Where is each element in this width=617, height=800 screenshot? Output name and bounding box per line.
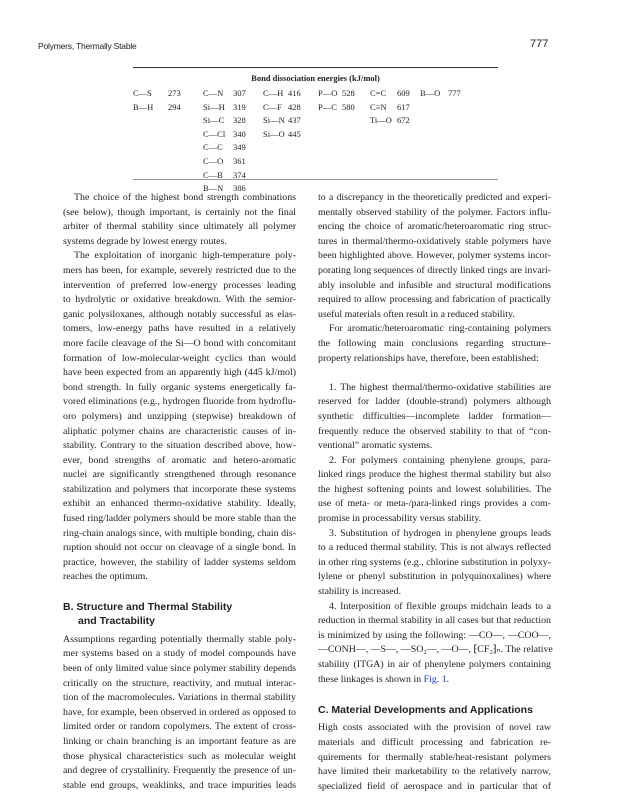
text-line: the highest softening points and lowest solubilities. The	[318, 483, 551, 495]
text-line: use of meta- or meta-/para-linked rings provides a com-	[318, 498, 551, 510]
text-line: quirements for thermally stable/heat-resistant polymers	[318, 751, 551, 763]
figure-link[interactable]: Fig. 1	[423, 673, 447, 685]
bond-energy-value: 617	[397, 101, 410, 112]
text-line: fused ring/ladder polymers should be more stable than the	[63, 513, 296, 525]
bond-label: C—N	[203, 88, 224, 98]
text-line: lylene or phenyl substitution in polyquinoxalines) where	[318, 571, 551, 583]
left-column	[63, 191, 296, 793]
bond-label: P—O	[318, 88, 338, 98]
text-line: arbiter of thermal stability since ultimately all polymer	[63, 221, 296, 233]
bond-label: Si—C	[203, 115, 225, 126]
text-line: reserved for ladder (double-strand) polymers although	[318, 396, 551, 408]
text-line: 1. The highest thermal/thermo-oxidative stabilities are	[329, 381, 551, 393]
text-line: reaches the optimum.	[63, 571, 148, 583]
text-line: porating long sequences of directly linked rings are invari-	[318, 264, 551, 276]
text-line: to a discrepancy in the theoretically predicted and experi-	[318, 192, 551, 203]
text-line: nuclei are significantly strengthened through resonance	[63, 469, 296, 481]
text-line: been of only limited value since polymer stability depends	[63, 663, 296, 674]
bond-energy-table	[133, 67, 498, 194]
right-column	[318, 191, 551, 794]
text-line: vored eliminations (e.g., hydrogen fluoride from hydroflu-	[63, 396, 296, 408]
text-line: reduction in thermal stability in all cases but that reduction	[318, 615, 551, 627]
bond-energy-value: 273	[168, 88, 181, 98]
text-line: those physical characteristics such as molecular weight	[63, 750, 296, 762]
text-line: been highlighted above. However, polymer systems incor-	[318, 250, 551, 262]
text-line: 3. Substitution of hydrogen in phenylene groups leads	[329, 527, 551, 539]
bond-label: C—C	[203, 142, 223, 153]
bond-energy-value: 777	[448, 88, 461, 98]
text-line: have been expected from an apparently high (445 kJ/mol)	[63, 367, 296, 379]
text-line: in other ring systems (e.g., chlorine substitution in polyxy-	[318, 556, 551, 568]
bond-label: Si—H	[203, 101, 225, 112]
text-line: stability. Contrary to the situation described above, how-	[63, 440, 296, 452]
text-line: critically on the structure, reactivity, and mutual interac-	[63, 677, 296, 689]
text-line: encing the choice of aromatic/heteroaromatic ring struc-	[318, 221, 551, 233]
text-line: tomers, low-energy paths have resulted in a relatively	[63, 323, 296, 335]
bond-label: C—O	[203, 156, 224, 166]
text-line: to a reduced thermal stability. This is not always reflected	[318, 542, 551, 554]
text-line: aliphatic polymer chains are characteristic causes of in-	[63, 425, 296, 437]
bond-energy-value: 672	[397, 115, 410, 126]
bond-label: Si—N	[263, 115, 285, 126]
text-line: ventional” aromatic systems.	[318, 440, 433, 452]
bond-energy-value: 528	[342, 88, 355, 98]
text-line: have limited their marketability to the relatively narrow,	[318, 766, 551, 778]
text-line: intervention of preferred low-energy processes leading	[63, 279, 296, 291]
bond-label: C—S	[133, 88, 152, 98]
text-line: linked rings produce the highest thermal stability but also	[318, 469, 551, 481]
page-number: 777	[530, 38, 549, 50]
section-heading: C. Material Developments and Applications	[318, 703, 533, 716]
bond-energy-value: 294	[168, 101, 181, 112]
text-line: have, for example, been observed in ordered as opposed to	[63, 706, 296, 718]
bond-label: Si—O	[263, 128, 285, 139]
text-line: frequently reduce the observed stability to that of “con-	[318, 425, 551, 437]
bond-label: B—H	[133, 101, 154, 112]
bond-label: P—C	[318, 101, 337, 112]
bond-label: B—N	[203, 183, 224, 194]
text-line: High costs associated with the provision of novel raw	[318, 722, 551, 734]
text-line: The exploitation of inorganic high-temperature poly-	[74, 250, 296, 262]
bond-energy-value: 340	[233, 128, 246, 139]
spacer	[318, 366, 551, 381]
bond-energy-value: 445	[288, 128, 301, 139]
bond-energy-value: 307	[233, 88, 246, 98]
text-line: the following main conclusions regarding structure–	[318, 337, 551, 349]
bond-energy-value: 328	[233, 115, 246, 126]
bond-energy-value: 416	[288, 88, 301, 98]
text-line: to hydrolytic or oxidative breakdown. With the semior-	[63, 294, 296, 306]
text-line: The choice of the highest bond strength combinations	[74, 192, 296, 203]
table-title: Bond dissociation energies (kJ/mol)	[251, 73, 380, 83]
text-line: property relationships have, therefore, been established:	[318, 352, 539, 364]
text-line: practice, however, the stability of ladder systems seldom	[63, 556, 296, 568]
bond-label: C—F	[263, 101, 282, 112]
text-line: ruption should not occur on cleavage of a single bond. In	[63, 542, 296, 554]
text-line: promise in processability versus stability.	[318, 513, 482, 525]
text-line: linking or chain branching is an important feature as are	[63, 735, 296, 747]
running-title: Polymers, Thermally Stable	[38, 41, 137, 51]
text-line: specialized field of aerospace and in particular that of	[318, 780, 551, 792]
bond-label: C=C	[370, 88, 387, 98]
text-line: For aromatic/heteroaromatic ring-containing polymers	[329, 323, 551, 335]
bond-label: C—B	[203, 169, 223, 180]
bond-label: C—H	[263, 88, 284, 98]
bond-energy-value: 386	[233, 183, 246, 194]
text-line: stable end groups, weaklinks, and trace impurities leads	[63, 779, 296, 791]
bond-label: C≡N	[370, 101, 387, 112]
bond-energy-value: 428	[288, 101, 301, 112]
spacer	[63, 585, 296, 600]
text-line: systems degrade by lowest energy routes.	[63, 235, 227, 247]
text-line: ganic polysiloxanes, although notably successful as elas-	[63, 308, 296, 320]
text-line: ever, bond strengths of aromatic and hetero-aromatic	[63, 454, 296, 466]
bond-energy-value: 437	[288, 115, 301, 126]
text-line: mentally observed stability of the polymer. Factors influ-	[318, 206, 551, 218]
section-heading: B. Structure and Thermal Stability	[63, 600, 233, 613]
text-line: Assumptions regarding potentially thermally stable poly-	[63, 633, 296, 645]
bond-energy-value: 580	[342, 101, 355, 112]
section-heading: and Tractability	[78, 615, 156, 628]
bond-energy-value: 349	[233, 142, 246, 153]
text-line: is minimized by using the following: —CO—, —COO—,	[318, 629, 551, 641]
text-line: more facile cleavage of the Si—O bond with concomitant	[63, 337, 296, 349]
spacer	[318, 687, 551, 702]
text-line: 4. Interposition of flexible groups midchain leads to a	[329, 600, 551, 612]
text-line: 2. For polymers containing phenylene groups, para-	[329, 454, 551, 466]
text-line: bond strength. In fully organic systems energetically fa-	[63, 381, 296, 393]
text-span: .	[446, 673, 450, 685]
text-line: useful materials often result in a reduced stability.	[318, 308, 515, 320]
text-line: mer systems based on a study of model compounds have	[63, 648, 296, 660]
text-line: required to allow processing and fabrication of practically	[318, 294, 551, 306]
bond-energy-value: 361	[233, 156, 246, 166]
text-line: —CONH—, —S—, —SO₂—, —O—, ⁅CF₂⁆ₙ. The relative	[318, 644, 553, 656]
bond-label: C—Cl	[203, 128, 226, 139]
text-line: ring-chain analogs since, with multiple bonding, chain dis-	[63, 527, 296, 539]
text-line: ably insoluble and infusible and structural modifications	[318, 279, 551, 291]
text-line: exhibit an enhanced thermo-oxidative stability. Ideally,	[63, 498, 296, 510]
text-line: synthetic difficulties—incomplete ladder formation—	[318, 410, 551, 422]
bond-energy-value: 609	[397, 88, 410, 98]
text-line: formation of low-molecular-weight cyclics than would	[63, 352, 296, 364]
text-line	[318, 673, 551, 688]
text-line: oro polymers) and unzipping (stepwise) breakdown of	[63, 410, 296, 422]
text-line: stability is increased.	[318, 586, 402, 598]
text-line: stabilization and polymers that incorporate these systems	[63, 483, 296, 495]
text-line: (see below), though important, is certainly not the final	[63, 206, 296, 218]
text-line: limited order or random copolymers. The extent of cross-	[63, 721, 296, 733]
text-line: tures in thermal/thermo-oxidatively stable polymers have	[318, 235, 551, 247]
text-line: materials and difficult processing and fabrication re-	[318, 736, 551, 748]
text-line: stability (ITGA) in air of phenylene polymers containing	[318, 659, 551, 670]
text-span: these linkages is shown in	[318, 673, 424, 685]
bond-label: Ti—O	[370, 115, 392, 126]
bond-energy-value: 374	[233, 169, 246, 180]
bond-energy-value: 319	[233, 101, 246, 112]
text-line: tion of the macromolecules. Variations in thermal stability	[63, 692, 296, 704]
text-line: and degree of crystallinity. Frequently the presence of un-	[63, 765, 296, 777]
text-line: mers has been, for example, severely restricted due to the	[63, 264, 296, 276]
bond-label: B—O	[420, 88, 441, 98]
